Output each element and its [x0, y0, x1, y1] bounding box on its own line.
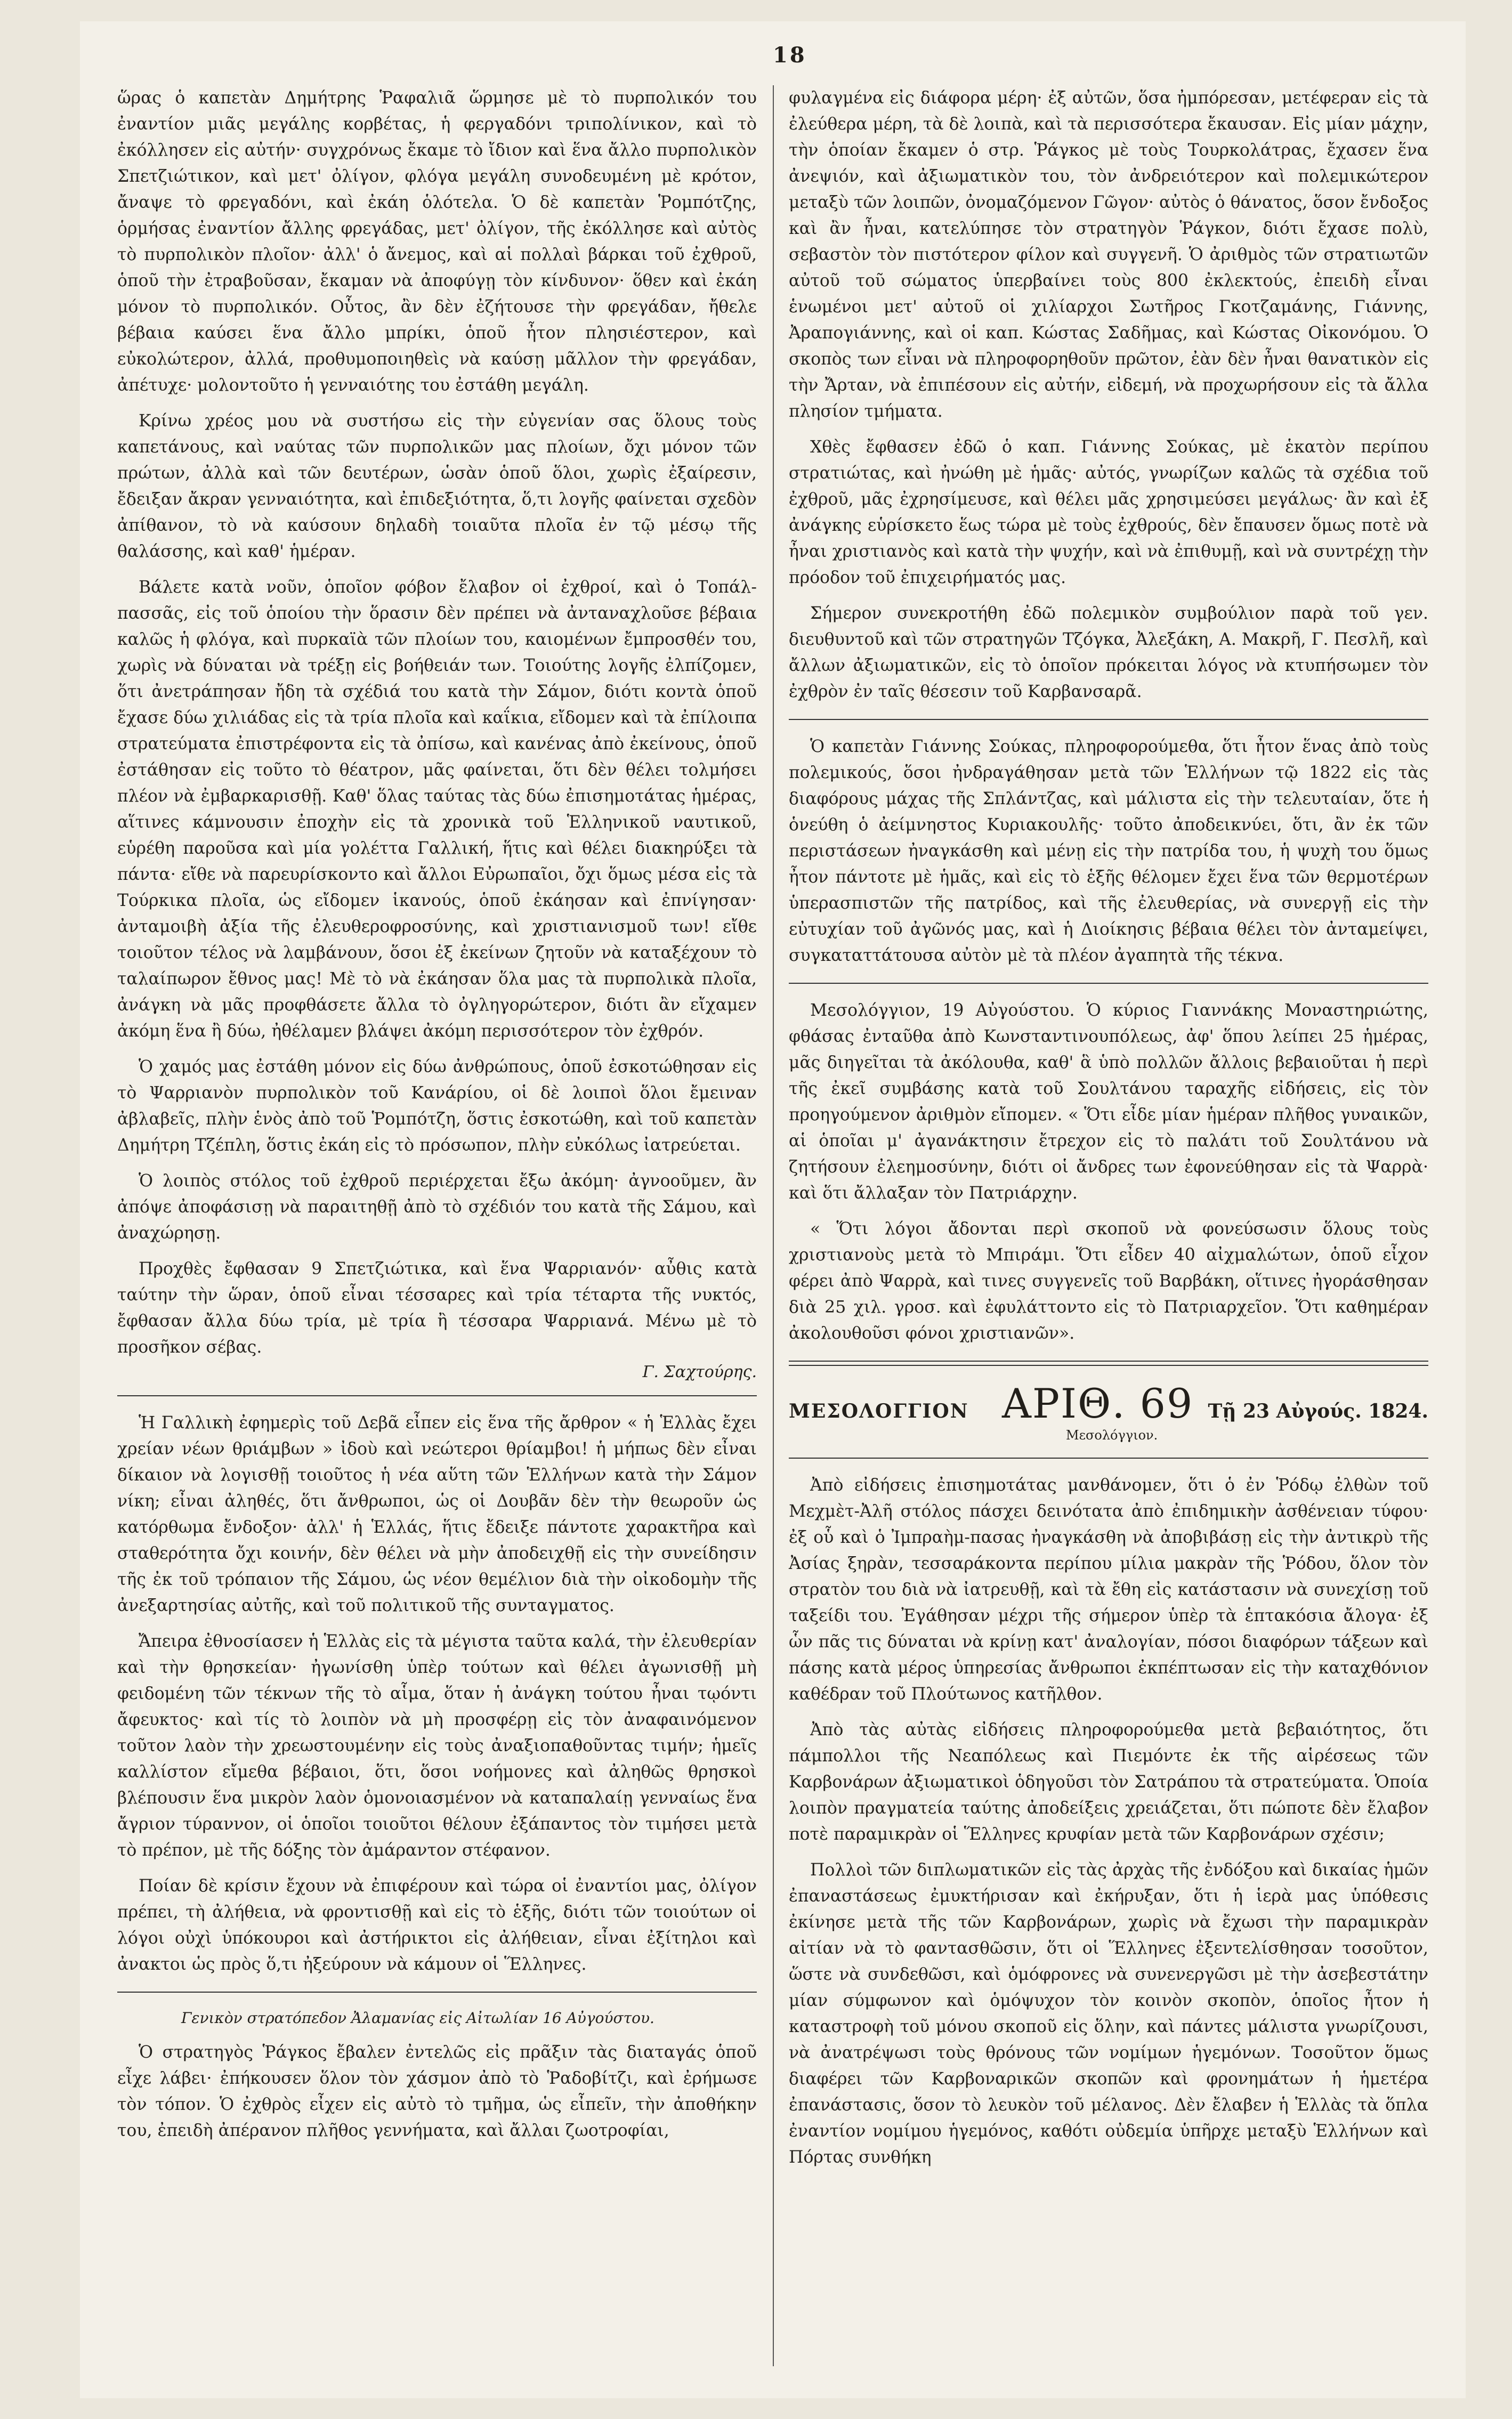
- column-divider: [773, 85, 774, 2366]
- masthead-place: ΜΕΣΟΛΟΓΓΙΟΝ: [789, 1400, 969, 1422]
- article-paragraph: « Ὅτι λόγοι ἄδονται περὶ σκοποῦ νὰ φονεύσωσιν ὅλους τοὺς χριστιανοὺς μετὰ τὸ Μπιράμι. Ὅτι εἶδεν 40 αἰχμαλώτων, ὁποῦ εἶχον φέρει ἀπὸ Ψαρρὰ, καὶ τινες συγγενεῖς τοῦ Βαρβάκη, οἵτινες ἠγοράσθησαν διὰ 25 χιλ. γροσ. καὶ ἐφυλάττοντο εἰς τὸ Πατριαρχεῖον. Ὅτι καθημέραν ἀκολουθοῦσι φόνοι χριστιανῶν».: [789, 1219, 1428, 1343]
- article-paragraph: Ὁ στρατηγὸς Ῥάγκος ἔβαλεν ἐντελῶς εἰς πρᾶξιν τὰς διαταγάς ὁποῦ εἶχε λάβει· ἐπήκουσεν ὅλον τὸν χάσμον ἀπὸ τὸ Ῥαδοβίτζι, καὶ ἐρήμωσε τὸν τόπον. Ὁ ἐχθρὸς εἶχεν εἰς αὐτὸ τὸ τμῆμα, ὡς εἶπεῖν, τὴν ἀποθήκην του, ἐπειδὴ ἀπέρανον πλῆθος γεννήματα, καὶ ἄλλαι ζωοτροφίαι,: [117, 2043, 757, 2140]
- left-column: [117, 85, 757, 2154]
- dateline: Γενικὸν στρατόπεδον Ἀλαμανίας εἰς Αἰτωλίαν 16 Αὐγούστου.: [181, 2009, 654, 2027]
- article-paragraph: Βάλετε κατὰ νοῦν, ὁποῖον φόβον ἔλαβον οἱ ἐχθροί, καὶ ὁ Τοπάλ-πασσᾶς, εἰς τοῦ ὁποίου τὴν ὅρασιν δὲν πρέπει νὰ ἀνταναχλοῦσε βέβαια καλῶς ἡ φλόγα, καὶ πυρκαϊὰ τῶν πλοίων του, καιομένων ἔμπροσθέν του, χωρὶς νὰ δύναται νὰ τρέξῃ εἰς βοήθειάν των. Τοιούτης λογῆς ἐλπίζομεν, ὅτι ἀνετράπησαν ἤδη τὰ σχέδιά του κατὰ τὴν Σάμον, διότι κοντὰ ὁποῦ ἔχασε δύω χιλιάδας εἰς τὰ τρία πλοῖα καὶ καΐκια, εἴδομεν καὶ τὰ ἐπίλοιπα στρατεύματα ἐπιστρέφοντα εἰς τὰ ὀπίσω, καὶ κανένας ἀπὸ ἐκείνους, ὁποῦ ἐστάθησαν εἰς τοῦτο τὸ θέατρον, μᾶς φαίνεται, ὅτι δὲν θέλει τολμήσει πλέον νὰ ἐμβαρκαρισθῇ. Καθ' ὅλας ταύτας τὰς δύω ἐπισημοτάτας ἡμέρας, αἵτινες κάμνουσιν ἐποχὴν εἰς τὰ χρονικὰ τοῦ Ἑλληνικοῦ ναυτικοῦ, εὑρέθη παροῦσα καὶ μία γολέττα Γαλλική, ἥτις καὶ θέλει διακηρύξει τὰ πάντα· εἴθε νὰ παρευρίσκοντο καὶ ἄλλοι Εὐρωπαῖοι, ὄχι ὅμως μέσα εἰς τὰ Τούρκικα πλοῖα, ὡς εἴδομεν ἱκανούς, ὁποῦ ἐκάησαν καὶ ἐπνίγησαν· ἀνταμοιβὴ ἀξία τῆς ἐλευθεροφροσύνης, καὶ χριστιανισμοῦ των! εἴθε τοιοῦτον τέλος νὰ λαμβάνουν, ὅσοι ἐξ ἐκείνων ζητοῦν νὰ καταξέχουν τὸ ταλαίπωρον ἔθνος μας! Μὲ τὸ νὰ ἐκάησαν ὅλα μας τὰ πυρπολικὰ πλοῖα, ἀνάγκη νὰ μᾶς προφθάσετε ἄλλα τὸ ὀγληγορώτερον, διότι ἂν εἴχαμεν ἀκόμη ἕνα ἢ δύω, ἠθέλαμεν βλάψει ἀκόμη περισσότερον τὸν ἐχθρόν.: [117, 578, 757, 1041]
- section-rule: [789, 983, 1428, 984]
- article-paragraph: Ἡ Γαλλικὴ ἐφημερὶς τοῦ Δεβᾶ εἶπεν εἰς ἕνα τῆς ἄρθρον « ἡ Ἑλλὰς ἔχει χρείαν νέων θριάμβων » ἰδοὺ καὶ νεώτεροι θρίαμβοι! ἡ μήπως δὲν εἶναι δίκαιον νὰ λογισθῇ τοιοῦτος ἡ νέα αὕτη τῶν Ἑλλήνων κατὰ τὴν Σάμον νίκη; εἶναι ἀληθές, ὅτι ἄνθρωποι, ὡς οἱ Δουβᾶν δὲν τὴν θεωροῦν ὡς κατόρθωμα ἔνδοξον· ἀλλ' ἡ Ἑλλάς, ἥτις ἔδειξε πάντοτε χαρακτῆρα καὶ σταθερότητα ὄχι κοινήν, δὲν θέλει νὰ μὴν ἀποδειχθῇ εἰς τὴν συνείδησιν τῆς ἐκ τοῦ τρόπαιον τῆς Σάμου, ὡς νέον θεμέλιον διὰ τὴν οἰκοδομὴν τῆς ἀνεξαρτησίας αὐτῆς, καὶ τοῦ πολιτικοῦ τῆς συνταγματος.: [117, 1413, 757, 1615]
- article-paragraph: Ἄπειρα ἐθνοσίασεν ἡ Ἑλλὰς εἰς τὰ μέγιστα ταῦτα καλά, τὴν ἐλευθερίαν καὶ τὴν θρησκείαν· ἠγωνίσθη ὑπὲρ τούτων καὶ θέλει ἀγωνισθῇ μὴ φειδομένη τῶν τέκνων τῆς τὸ αἷμα, ὅταν ἡ ἀνάγκη τούτου ἦναι τῳόντι ἄφευκτος· καὶ τίς τὸ λοιπὸν νὰ μὴ προσφέρῃ εἰς τὸν ἀναφαινόμενον τοῦτον λαὸν τὴν χρεωστουμένην εἰς τοὺς ἀναξιοπαθοῦντας τιμήν; ἡμεῖς καλλίστον εἴμεθα βέβαιοι, ὅτι, ὅσοι νοήμονες καὶ ἀληθῶς θρησκοὶ βλέπουσιν ἕνα μικρὸν λαὸν ὁμονοιασμένον νὰ καταπαλαίῃ γενναίως ἕνα ἄγριον τύραννον, οἱ ὁποῖοι τοιοῦτοι θέλουν ἐξάπαντος τὸν τιμήσει μετὰ τὸ πρέπον, μὲ τῆς δόξης τὸν ἀμάραντον στέφανον.: [117, 1632, 757, 1860]
- article-paragraph: Ὁ χαμός μας ἐστάθη μόνον εἰς δύω ἀνθρώπους, ὁποῦ ἐσκοτώθησαν εἰς τὸ Ψαρριανὸν πυρπολικὸν τοῦ Κανάρίου, οἱ δὲ λοιποὶ ὅλοι ἔμειναν ἀβλαβεῖς, πλὴν ἑνὸς ἀπὸ τοῦ Ῥομπότζη, ὅστις ἐσκοτώθη, καὶ τοῦ καπετὰν Δημήτρη Τζέπλη, ὅστις ἐκάη εἰς τὸ πρόσωπον, πλὴν εὐκόλως ἰατρεύεται.: [117, 1057, 757, 1155]
- article-paragraph: Ὁ λοιπὸς στόλος τοῦ ἐχθροῦ περιέρχεται ἔξω ἀκόμη· ἀγνοοῦμεν, ἂν ἀπόψε ἀποφάσισῃ νὰ παραιτηθῇ ἀπὸ τὸ σχέδιόν του κατὰ τῆς Σάμου, καὶ ἀναχώρησῃ.: [117, 1171, 757, 1243]
- masthead-rule: [789, 1361, 1428, 1366]
- signature: Γ. Σαχτούρης.: [642, 1363, 757, 1381]
- section-rule: [789, 1458, 1428, 1459]
- article-paragraph: Μεσολόγγιον, 19 Αὐγούστου. Ὁ κύριος Γιαννάκης Μοναστηριώτης, φθάσας ἐνταῦθα ἀπὸ Κωνσταντινουπόλεως, ἀφ' ὅπου λείπει 25 ἡμέρας, μᾶς διηγεῖται τὰ ἀκόλουθα, καθ' ἃ ὑπὸ πολλῶν ἄλλοις βεβαιοῦται ἡ περὶ τῆς ἐκεῖ συμβάσης κατὰ τοῦ Σουλτάνου ταραχῆς εἰδήσεις, εἰς τὸν προηγούμενον ἀριθμὸν εἴπομεν. « Ὅτι εἶδε μίαν ἡμέραν πλῆθος γυναικῶν, αἱ ὁποῖαι μ' ἀγανάκτησιν ἔτρεχον εἰς τὸ παλάτι τοῦ Σουλτάνου νὰ ζητήσουν ἐλεημοσύνην, διότι οἱ ἄνδρες των ἐφονεύθησαν εἰς τὰ Ψαρρὰ· καὶ ὅτι ἄλλαξαν τὸν Πατριάρχην.: [789, 1001, 1428, 1203]
- article-paragraph: ὥρας ὁ καπετὰν Δημήτρης Ῥαφαλιᾶ ὥρμησε μὲ τὸ πυρπολικόν του ἐναντίον μιᾶς μεγάλης κορβέτας, ἡ φεργαδόνι τριπολίνικον, καὶ τὸ ἐκόλλησεν εἰς αὐτήν· συγχρόνως ἔκαμε τὸ ἴδιον καὶ ἕνα ἄλλο πυρπολικὸν Σπετζιώτικον, καὶ μετ' ὀλίγον, φλόγα μεγάλη συνοδευμένη μὲ κρότον, ἄναψε τὸ φρεγαδόνι, καὶ ἐκάη ὁλότελα. Ὁ δὲ καπετὰν Ῥομπότζης, ὁρμήσας ἐναντίον ἄλλης φρεγάδας, μετ' ὀλίγον, τῆς ἐκόλλησε καὶ αὐτὸς τὸ πυρπολικὸν πλοῖον· ἀλλ' ὁ ἄνεμος, καὶ αἱ πολλαὶ βάρκαι τοῦ ἐχθροῦ, ὁποῦ τὴν ἐτραβοῦσαν, ἔκαμαν νὰ ἀποφύγῃ τὸν κίνδυνον· ὅθεν καὶ ἐκάη μόνον τὸ πυρπολικόν. Οὗτος, ἂν δὲν ἐζήτουσε τὴν φρεγάδαν, ἤθελε βέβαια καύσει ἕνα ἄλλο μπρίκι, ὁποῦ ἦτον πλησιέστερον, καὶ εὐκολώτερον, ἀλλά, προθυμοποιηθεὶς νὰ καύσῃ μᾶλλον τὴν φρεγάδαν, ἀπέτυχε· μολοντοῦτο ἡ γενναιότης του ἐστάθη μεγάλη.: [117, 88, 757, 395]
- article-paragraph: Κρίνω χρέος μου νὰ συστήσω εἰς τὴν εὐγενίαν σας ὅλους τοὺς καπετάνους, καὶ ναύτας τῶν πυρπολικῶν μας πλοίων, ὄχι μόνον τῶν πρώτων, ἀλλὰ καὶ τῶν δευτέρων, ὡσὰν ὁποῦ ὅλοι, χωρὶς ἐξαίρεσιν, ἔδειξαν ἄκραν γενναιότητα, καὶ ἐπιδεξιότητα, ὅ,τι λογῆς φαίνεται σχεδὸν ἀπίθανον, τὸ νὰ καύσουν δηλαδὴ τοιαῦτα πλοῖα ἐν τῷ μέσῳ τῆς θαλάσσης, καὶ καθ' ἡμέραν.: [117, 411, 757, 561]
- section-rule: [789, 719, 1428, 720]
- article-paragraph: Χθὲς ἔφθασεν ἐδῶ ὁ καπ. Γιάννης Σούκας, μὲ ἑκατὸν περίπου στρατιώτας, καὶ ἠνώθη μὲ ἡμᾶς· αὐτός, γνωρίζων καλῶς τὰ σχέδια τοῦ ἐχθροῦ, μᾶς ἐχρησίμευσε, καὶ θέλει μᾶς χρησιμεύσει μεγάλως· ἂν καὶ ἐξ ἀνάγκης εὑρίσκετο ἕως τώρα μὲ τοὺς ἐχθρούς, δὲν ἔπαυσεν ὅμως ποτὲ νὰ ἦναι χριστιανὸς καὶ κατὰ τὴν ψυχήν, καὶ νὰ ἐπιθυμῇ, καὶ νὰ συντρέχῃ τὴν πρόοδον τοῦ ἐπιχειρήματός μας.: [789, 438, 1428, 587]
- article-paragraph: Προχθὲς ἔφθασαν 9 Σπετζιώτικα, καὶ ἕνα Ψαρριανόν· αὖθις κατὰ ταύτην τὴν ὥραν, ὁποῦ εἶναι τέσσαρες καὶ τρία τέταρτα τῆς νυκτός, ἔφθασαν ἄλλα δύω τρία, μὲ τρία ἢ τέσσαρα Ψαρριανά. Μένω μὲ τὸ προσῆκον σέβας.: [117, 1259, 757, 1357]
- page-number: 18: [773, 43, 807, 68]
- right-column: [789, 85, 1428, 2180]
- article-paragraph: φυλαγμένα εἰς διάφορα μέρη· ἐξ αὐτῶν, ὅσα ἠμπόρεσαν, μετέφεραν εἰς τὰ ἐλεύθερα μέρη, τὰ δὲ λοιπὰ, καὶ τὰ περισσότερα ἔκαυσαν. Εἰς μίαν μάχην, τὴν ὁποίαν ἔκαμεν ὁ στρ. Ῥάγκος μὲ τοὺς Τουρκολάτρας, ἔχασεν ἕνα ἀνεψιόν, καὶ ἀξιωματικὸν του, τὸν ἀνδρειότερον καὶ πολεμικώτερον μεταξὺ τῶν λοιπῶν, ὀνομαζόμενον Γῶγον· αὐτὸς ὁ θάνατος, ὅσον ἔνδοξος καὶ ἂν ἦναι, κατελύπησε τὸν στρατηγὸν Ῥάγκον, διότι ἔχασε πολὺ, σεβαστὸν τὸν πιστότερον φίλον καὶ συγγενῆ. Ὁ ἀριθμὸς τῶν στρατιωτῶν αὐτοῦ τοῦ σώματος ὑπερβαίνει τοὺς 800 ἐκλεκτούς, ἐπειδὴ εἶναι ἑνωμένοι μετ' αὐτοῦ οἱ χιλίαρχοι Σωτῆρος Γκοτζαμάνης, Γιάννης, Ἀραπογιάννης, καὶ οἱ καπ. Κώστας Σαδῆμας, καὶ Κώστας Οἰκονόμου. Ὁ σκοπὸς των εἶναι νὰ πληροφορηθοῦν πρῶτον, ἐὰν δὲν ἦναι θανατικὸν εἰς τὴν Ἄρταν, νὰ ἐπιπέσουν εἰς αὐτήν, εἰδεμή, νὰ προχωρήσουν εἰς τὰ ἄλλα πλησίον τμήματα.: [789, 88, 1428, 421]
- section-rule: [117, 1992, 757, 1993]
- masthead-date: Τῇ 23 Αὐγούς. 1824.: [1208, 1400, 1428, 1422]
- newspaper-page: [80, 21, 1466, 2398]
- masthead-issue-number: ΑΡΙΘ. 69: [1002, 1380, 1194, 1427]
- article-paragraph: Ποίαν δὲ κρίσιν ἔχουν νὰ ἐπιφέρουν καὶ τώρα οἱ ἐναντίοι μας, ὀλίγον πρέπει, τὴ ἀλήθεια, νὰ φροντισθῇ καὶ εἰς τὸ ἑξῆς, διότι τῶν τοιούτων οἱ λόγοι οὐχὶ ὑπόκουροι καὶ ἀστήρικτοι εἰς ἀλήθειαν, εἶναι ἐξίτηλοι καὶ ἀνακτοι ὡς πρὸς ὅ,τι ἠξεύρουν νὰ κάμουν οἱ Ἕλληνες.: [117, 1876, 757, 1974]
- masthead-subtitle: Μεσολόγγιον.: [1066, 1428, 1158, 1443]
- article-paragraph: Ἀπὸ εἰδήσεις ἐπισημοτάτας μανθάνομεν, ὅτι ὁ ἐν Ῥόδῳ ἐλθὼν τοῦ Μεχμὲτ-Ἀλῆ στόλος πάσχει δεινότατα ἀπὸ ἐπιδημικὴν ἀσθένειαν τύφου· ἐξ οὗ καὶ ὁ Ἰμπραὴμ-πασας ἠναγκάσθη νὰ ἀποβιβάσῃ εἰς τὴν ἀντικρὺ τῆς Ἀσίας ξηρὰν, τεσσαράκοντα περίπου μίλια μακρὰν τῆς Ῥόδου, ὅλον τὸν στρατὸν του διὰ νὰ ἰατρευθῇ, καὶ τὰ ἔθη εἰς κατάστασιν νὰ συνεχίσῃ τοῦ ταξείδι του. Ἐγάθησαν μέχρι τῆς σήμερον ὑπὲρ τὰ ἑπτακόσια ἄλογα· ἐξ ὧν πᾶς τις δύναται νὰ κρίνῃ κατ' ἀναλογίαν, πόσοι διαφόρων τάξεων καὶ πάσης κατὰ μέρος ὑπηρεσίας ἄνθρωποι ἐκπέπτωσαν εἰς τὴν καταχθόνιον καθέδραν τοῦ Πλούτωνος κατῆλθον.: [789, 1476, 1428, 1704]
- section-rule: [117, 1395, 757, 1396]
- article-paragraph: Ἀπὸ τὰς αὐτὰς εἰδήσεις πληροφορούμεθα μετὰ βεβαιότητος, ὅτι πάμπολλοι τῆς Νεαπόλεως καὶ Πιεμόντε ἐκ τῆς αἱρέσεως τῶν Καρβονάρων ἀξιωματικοὶ ὁδηγοῦσι τὸν Σατράπου τὰ στρατεύματα. Ὁποία λοιπὸν πραγματεία ταύτης ἀποδείξεις χρειάζεται, ὅτι πώποτε δὲν ἔλαβον ποτὲ παραμικρὰν οἱ Ἕλληνες κρυφίαν μετὰ τῶν Καρβονάρων σχέσιν;: [789, 1720, 1428, 1844]
- article-paragraph: Πολλοὶ τῶν διπλωματικῶν εἰς τὰς ἀρχὰς τῆς ἐνδόξου καὶ δικαίας ἡμῶν ἐπαναστάσεως ἐμυκτήρισαν καὶ ἐκήρυξαν, ὅτι ἡ ἱερὰ μας ὑπόθεσις ἐκίνησε μετὰ τῆς τῶν Καρβονάρων, χωρὶς νὰ ἔχωσι τὴν παραμικρὰν αἰτίαν νὰ τὸ φαντασθῶσιν, ὅτι οἱ Ἕλληνες ἐξεντελίσθησαν τοσοῦτον, ὥστε νὰ συνδεθῶσι, καὶ ὁμόφρονες νὰ συνενεργῶσι μὲ τὴν ἀσεβεστάτην μίαν σύμφωνον καὶ ὁμόψυχον τὸν κοινὸν σκοπὸν, ὁποῖος ἦτον ἡ καταστροφὴ τοῦ μόνου σκοποῦ εἰς ὅλην, καὶ πάντες μάλιστα γνωρίζουσι, νὰ ἀνατρέψωσι τοὺς θρόνους τῶν νομίμων ἡγεμόνων. Τοσοῦτον ὅμως διαφέρει τῶν Καρβοναρικῶν σκοπῶν καὶ φρονημάτων ἡ ἡμετέρα ἐπανάστασις, ὅσον τὸ λευκὸν τοῦ μέλανος. Δὲν ἔλαβεν ἡ Ἑλλὰς τὰ ὅπλα ἐναντίον νομίμου ἡγεμόνος, καθότι οὐδεμία ὑπῆρχε μεταξὺ Ἑλλήνων καὶ Πόρτας συνθήκη: [789, 1860, 1428, 2167]
- masthead: [789, 1380, 1428, 1444]
- article-paragraph: Ὁ καπετὰν Γιάννης Σούκας, πληροφορούμεθα, ὅτι ἦτον ἕνας ἀπὸ τοὺς πολεμικούς, ὅσοι ἠνδραγάθησαν μετὰ τῶν Ἑλλήνων τῷ 1822 εἰς τὰς διαφόρους μάχας τῆς Σπλάντζας, καὶ μάλιστα εἰς τὴν τελευταίαν, ὅτε ἡ ὁνεύθη ὁ ἀείμνηστος Κυριακουλῆς· τοῦτο ἀποδεικνύει, ὅτι, ἂν ἐκ τῶν περιστάσεων ἠναγκάσθη καὶ μένῃ εἰς τὴν πατρίδα του, ἡ ψυχὴ του ὅμως ἦτον πάντοτε μὲ ἡμᾶς, καὶ εἰς τὸ ἑξῆς θέλομεν ἔχει ἕνα τῶν θερμοτέρων ὑπερασπιστῶν τῆς πατρίδος, καὶ τῆς ἐλευθερίας, νὰ συνεργῇ εἰς τὴν εὐτυχίαν τοῦ ἀγῶνός μας, καὶ ἡ Διοίκησις βέβαια θέλει τὸν ἀνταμείψει, συγκαταττάτουσα αὐτὸν μὲ τὰ πλέον ἀγαπητὰ τῆς τέκνα.: [789, 737, 1428, 965]
- article-paragraph: Σήμερον συνεκροτήθη ἐδῶ πολεμικὸν συμβούλιον παρὰ τοῦ γεν. διευθυντοῦ καὶ τῶν στρατηγῶν Τζόγκα, Ἀλεξάκη, Α. Μακρῆ, Γ. Πεσλῆ, καὶ ἄλλων ἀξιωματικῶν, εἰς τὸ ὁποῖον πρόκειται λόγος νὰ κτυπήσωμεν τὸν ἐχθρὸν ἐν ταῖς θέσεσιν τοῦ Καρβανσαρᾶ.: [789, 604, 1428, 701]
